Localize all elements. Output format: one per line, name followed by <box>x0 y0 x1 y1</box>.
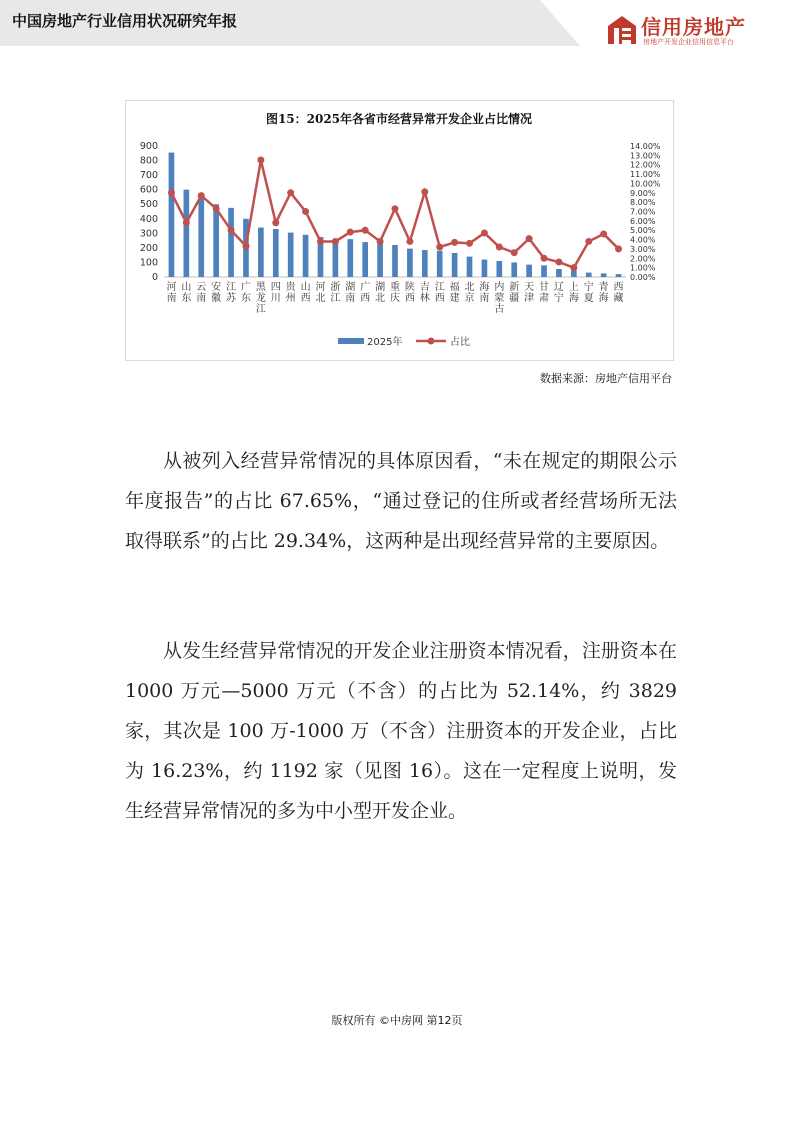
report-title: 中国房地产行业信用状况研究年报 <box>12 12 238 30</box>
y-left-tick-label: 100 <box>139 257 158 269</box>
y-left-tick-label: 0 <box>151 272 158 283</box>
y-right-tick-label: 3.00% <box>630 244 656 254</box>
line-point <box>615 245 622 252</box>
line-point <box>242 243 249 250</box>
line-point <box>496 244 503 251</box>
y-left-tick-label: 700 <box>139 170 158 182</box>
y-right-tick-label: 2.00% <box>630 254 656 264</box>
line-point <box>600 230 607 237</box>
line-point <box>287 189 294 196</box>
x-tick-label: 河北 <box>315 282 326 304</box>
line-point <box>228 227 235 234</box>
bar <box>407 249 413 277</box>
x-tick-label: 云南 <box>196 282 207 304</box>
y-left-tick-label: 800 <box>139 155 158 167</box>
legend-label-line: 占比 <box>450 337 470 348</box>
bar <box>184 190 190 277</box>
y-right-tick-label: 12.00% <box>630 160 661 170</box>
bar <box>347 239 353 277</box>
bar <box>482 260 488 277</box>
bar <box>526 265 532 277</box>
logo-house-icon <box>606 14 638 46</box>
y-left-tick-label: 600 <box>139 184 158 196</box>
x-tick-label: 贵州 <box>285 282 296 304</box>
bar <box>273 229 279 277</box>
x-tick-label: 宁夏 <box>583 282 594 304</box>
y-right-tick-label: 11.00% <box>630 170 661 180</box>
page-footer: 版权所有 ©中房网 第12页 <box>331 1014 463 1027</box>
logo-name: 信用房地产 <box>641 15 746 39</box>
bar <box>571 270 577 277</box>
line-point <box>198 192 205 199</box>
line-point <box>466 240 473 247</box>
line-point <box>317 238 324 245</box>
line-point <box>570 264 577 271</box>
bar <box>377 244 383 277</box>
x-tick-label: 广东 <box>240 282 251 304</box>
x-tick-label: 内蒙古 <box>494 282 505 315</box>
x-tick-label: 江西 <box>434 282 445 304</box>
line-point <box>257 157 264 164</box>
x-tick-label: 湖南 <box>345 282 356 304</box>
bar <box>541 265 547 277</box>
chart-title: 图15：2025年各省市经营异常开发企业占比情况 <box>265 112 533 126</box>
x-tick-label: 四川 <box>270 282 281 304</box>
y-right-tick-label: 1.00% <box>630 263 656 273</box>
y-left-tick-label: 200 <box>139 242 158 254</box>
x-tick-label: 海南 <box>479 282 490 304</box>
bar <box>169 153 175 277</box>
line-point <box>555 259 562 266</box>
x-tick-label: 山东 <box>181 282 192 304</box>
chart-figure <box>125 100 674 361</box>
line-point <box>511 249 518 256</box>
bar <box>467 257 473 277</box>
bar <box>452 253 458 277</box>
y-right-tick-label: 9.00% <box>630 188 656 198</box>
bar <box>496 261 502 277</box>
y-left-tick-label: 400 <box>139 213 158 225</box>
x-tick-label: 湖北 <box>375 282 386 304</box>
bar <box>362 242 368 277</box>
y-right-tick-label: 5.00% <box>630 226 656 236</box>
line-point <box>392 205 399 212</box>
y-left-tick-label: 900 <box>139 141 158 152</box>
line-point <box>183 219 190 226</box>
data-source: 数据来源：房地产信用平台 <box>540 372 672 385</box>
line-point <box>526 235 533 242</box>
y-left-tick-label: 300 <box>139 228 158 240</box>
bar <box>586 273 592 277</box>
x-tick-label: 安徽 <box>211 282 222 304</box>
y-right-tick-label: 10.00% <box>630 179 661 189</box>
legend-swatch-bar <box>338 338 364 344</box>
legend-label-bar: 2025年 <box>367 337 403 348</box>
y-right-tick-label: 13.00% <box>630 151 661 161</box>
bar <box>616 274 622 277</box>
y-right-tick-label: 4.00% <box>630 235 656 245</box>
line-point <box>541 255 548 262</box>
x-tick-label: 黑龙江 <box>255 282 266 315</box>
line-point <box>272 219 279 226</box>
x-tick-label: 福建 <box>449 282 460 304</box>
line-point <box>168 189 175 196</box>
x-tick-label: 辽宁 <box>553 282 564 304</box>
line-point <box>377 238 384 245</box>
bar <box>258 228 264 277</box>
bar <box>601 273 607 277</box>
x-tick-label: 天津 <box>524 282 535 304</box>
y-right-tick-label: 14.00% <box>630 142 661 151</box>
line-point <box>213 205 220 212</box>
x-tick-label: 北京 <box>464 282 475 304</box>
x-tick-label: 重庆 <box>390 282 400 304</box>
paragraph-capital: 从发生经营异常情况的开发企业注册资本情况看，注册资本在 1000 万元—5000 万元（不含）的占比为 52.14%，约 3829 家，其次是 100 万-1000 万（不含）注册资本的开发企业，占比为 16.23%，约 1192 家（见图 16）。这在一定程度上说明，发生经营异常情况的多为中小型开发企业。 <box>125 640 677 822</box>
legend-swatch-marker <box>428 338 435 345</box>
x-tick-label: 新疆 <box>509 282 520 304</box>
line-point <box>481 230 488 237</box>
bar <box>303 235 309 277</box>
combo-chart <box>126 101 673 360</box>
y-right-tick-label: 0.00% <box>630 273 656 282</box>
bar <box>511 262 517 277</box>
x-tick-label: 上海 <box>568 282 579 304</box>
bar <box>288 233 294 277</box>
x-tick-label: 吉林 <box>419 282 430 304</box>
bar <box>556 269 562 277</box>
y-left-tick-label: 500 <box>139 199 158 211</box>
bar <box>392 245 398 277</box>
line-point <box>332 238 339 245</box>
bar <box>228 208 234 277</box>
paragraph-reasons: 从被列入经营异常情况的具体原因看，“未在规定的期限公示年度报告”的占比 67.65%，“通过登记的住所或者经营场所无法取得联系”的占比 29.34%，这两种是出现经营异常的主要原因。 <box>125 450 677 552</box>
x-tick-label: 浙江 <box>330 282 341 304</box>
bar <box>422 250 428 277</box>
y-right-tick-label: 6.00% <box>630 216 656 226</box>
line-point <box>451 239 458 246</box>
line-point <box>406 238 413 245</box>
x-tick-label: 江苏 <box>226 282 237 304</box>
line-point <box>585 238 592 245</box>
x-tick-label: 西藏 <box>613 282 624 304</box>
x-tick-label: 山西 <box>300 282 311 304</box>
line-point <box>347 229 354 236</box>
bar <box>198 196 204 277</box>
line-point <box>436 244 443 251</box>
bar <box>213 204 219 277</box>
y-right-tick-label: 7.00% <box>630 207 656 217</box>
x-tick-label: 青海 <box>598 282 609 304</box>
bar <box>437 251 443 277</box>
x-tick-label: 甘肃 <box>539 282 550 304</box>
x-tick-label: 河南 <box>166 282 177 304</box>
line-point <box>421 188 428 195</box>
y-right-tick-label: 8.00% <box>630 198 656 208</box>
page-header <box>0 0 794 50</box>
logo-tagline: 房地产开发企业信用信息平台 <box>643 38 734 46</box>
line-point <box>302 208 309 215</box>
x-tick-label: 陕西 <box>404 282 415 304</box>
x-tick-label: 广西 <box>360 282 371 304</box>
line-point <box>362 227 369 234</box>
